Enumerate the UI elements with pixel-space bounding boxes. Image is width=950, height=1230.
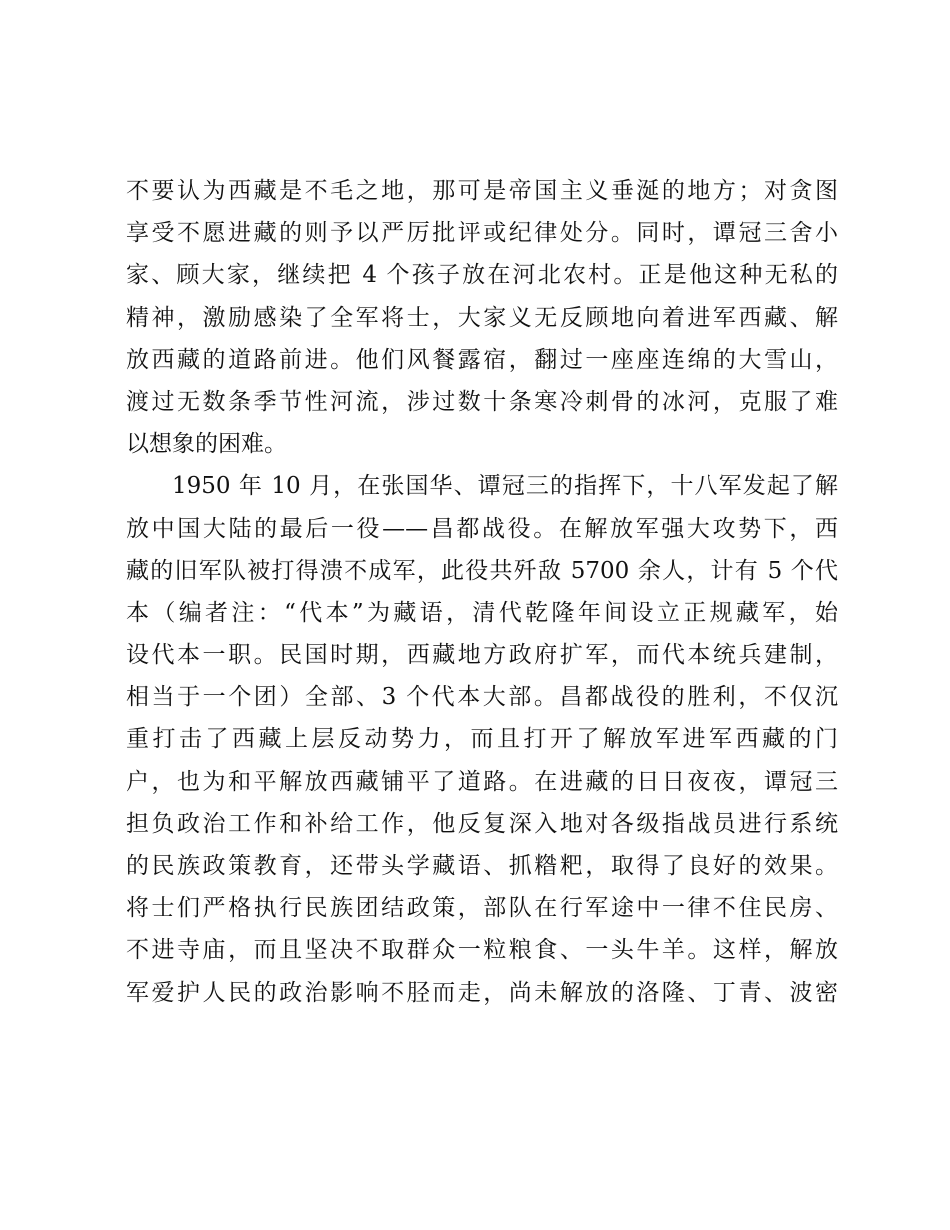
text-line: 担负政治工作和补给工作，他反复深入地对各级指战员进行系统 bbox=[126, 810, 838, 837]
text-line: 享受不愿进藏的则予以严厉批评或纪律处分。同时，谭冠三舍小 bbox=[126, 220, 838, 247]
text-line: 重打击了西藏上层反动势力，而且打开了解放军进军西藏的门 bbox=[126, 726, 838, 753]
text-line: 藏的旧军队被打得溃不成军，此役共歼敌 5700 余人，计有 5 个代 bbox=[126, 557, 838, 584]
text-line: 本（编者注：“代本”为藏语，清代乾隆年间设立正规藏军，始 bbox=[126, 599, 838, 626]
text-line: 将士们严格执行民族团结政策，部队在行军途中一律不住民房、 bbox=[126, 895, 838, 922]
text-line: 放西藏的道路前进。他们风餐露宿，翻过一座座连绵的大雪山， bbox=[126, 346, 838, 373]
text-line: 渡过无数条季节性河流，涉过数十条寒冷刺骨的冰河，克服了难 bbox=[126, 388, 838, 415]
text-line: 的民族政策教育，还带头学藏语、抓糌粑，取得了良好的效果。 bbox=[126, 853, 838, 879]
body-text bbox=[126, 170, 838, 1014]
text-line: 户，也为和平解放西藏铺平了道路。在进藏的日日夜夜，谭冠三 bbox=[126, 768, 838, 795]
text-line: 军爱护人民的政治影响不胫而走，尚未解放的洛隆、丁青、波密 bbox=[126, 979, 838, 1006]
paragraph-2 bbox=[126, 465, 838, 1013]
text-line: 1950 年 10 月，在张国华、谭冠三的指挥下，十八军发起了解 bbox=[172, 473, 838, 500]
text-line: 放中国大陆的最后一役——昌都战役。在解放军强大攻势下，西 bbox=[126, 515, 838, 542]
text-line: 不要认为西藏是不毛之地，那可是帝国主义垂涎的地方；对贪图 bbox=[126, 178, 838, 204]
text-line: 相当于一个团）全部、3 个代本大部。昌都战役的胜利，不仅沉 bbox=[126, 684, 838, 711]
text-line: 设代本一职。民国时期，西藏地方政府扩军，而代本统兵建制， bbox=[126, 642, 838, 669]
text-line: 精神，激励感染了全军将士，大家义无反顾地向着进军西藏、解 bbox=[126, 304, 838, 331]
text-line: 以想象的困难。 bbox=[126, 431, 287, 458]
text-line: 家、顾大家，继续把 4 个孩子放在河北农村。正是他这种无私的 bbox=[126, 262, 838, 289]
text-line: 不进寺庙，而且坚决不取群众一粒粮食、一头牛羊。这样，解放 bbox=[126, 937, 838, 964]
paragraph-1 bbox=[126, 170, 838, 465]
